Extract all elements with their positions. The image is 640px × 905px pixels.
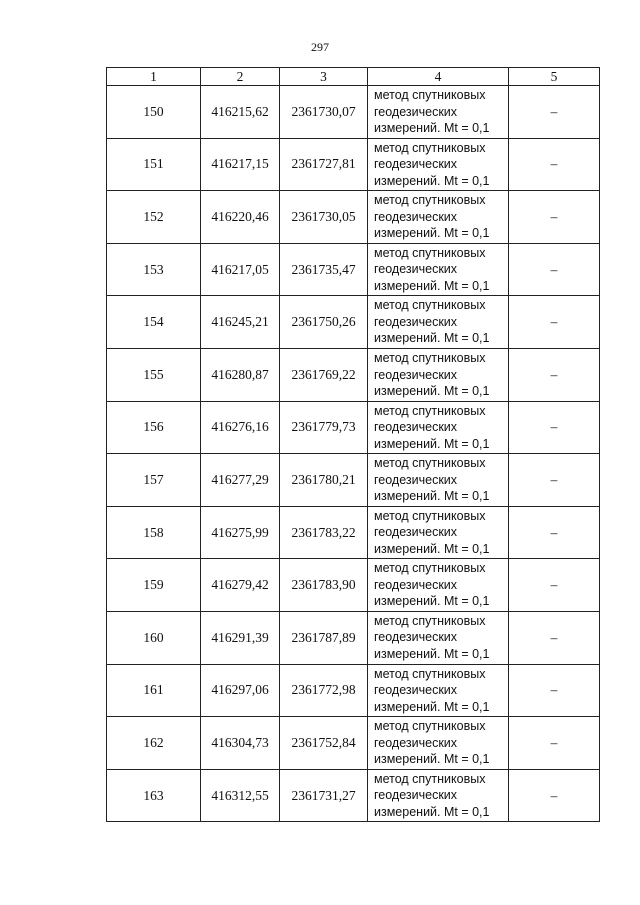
method-text-line: метод спутниковых	[374, 508, 486, 523]
table-header-row	[107, 68, 600, 86]
y-coordinate-cell: 2361731,27	[280, 769, 368, 822]
x-coordinate-cell: 416279,42	[201, 559, 280, 612]
y-coordinate-cell: 2361783,22	[280, 506, 368, 559]
method-text-line: измерений. Mt = 0,1	[374, 121, 490, 136]
method-text-line: метод спутниковых	[374, 771, 486, 786]
method-cell	[368, 138, 509, 191]
method-text-line: метод спутниковых	[374, 403, 486, 418]
method-cell	[368, 296, 509, 349]
point-number-cell: 158	[107, 506, 201, 559]
method-text-line: измерений. Mt = 0,1	[374, 594, 490, 609]
method-cell	[368, 401, 509, 454]
method-text-line: метод спутниковых	[374, 88, 486, 103]
method-text-line: измерений. Mt = 0,1	[374, 173, 490, 188]
note-cell: –	[509, 401, 600, 454]
point-number-cell: 159	[107, 559, 201, 612]
method-text-line: геодезических	[374, 683, 458, 698]
method-text-line: геодезических	[374, 630, 458, 645]
method-cell	[368, 191, 509, 244]
method-cell	[368, 454, 509, 507]
table-row	[107, 611, 600, 664]
method-text-line: геодезических	[374, 577, 458, 592]
x-coordinate-cell: 416304,73	[201, 717, 280, 770]
method-cell	[368, 611, 509, 664]
table-row	[107, 717, 600, 770]
method-text-line: измерений. Mt = 0,1	[374, 331, 490, 346]
y-coordinate-cell: 2361787,89	[280, 611, 368, 664]
table-row	[107, 86, 600, 139]
method-text-line: геодезических	[374, 472, 458, 487]
point-number-cell: 161	[107, 664, 201, 717]
point-number-cell: 163	[107, 769, 201, 822]
method-text-line: метод спутниковых	[374, 193, 486, 208]
method-text-line: метод спутниковых	[374, 140, 486, 155]
method-text-line: метод спутниковых	[374, 245, 486, 260]
note-cell: –	[509, 454, 600, 507]
note-cell: –	[509, 296, 600, 349]
method-text-line: геодезических	[374, 209, 458, 224]
method-text-line: геодезических	[374, 788, 458, 803]
x-coordinate-cell: 416277,29	[201, 454, 280, 507]
coordinates-table	[106, 67, 600, 822]
method-text-line: измерений. Mt = 0,1	[374, 699, 490, 714]
note-cell: –	[509, 506, 600, 559]
x-coordinate-cell: 416276,16	[201, 401, 280, 454]
note-cell: –	[509, 559, 600, 612]
method-text-line: геодезических	[374, 367, 458, 382]
point-number-cell: 160	[107, 611, 201, 664]
method-text-line: метод спутниковых	[374, 561, 486, 576]
table-row	[107, 769, 600, 822]
note-cell: –	[509, 664, 600, 717]
method-text-line: метод спутниковых	[374, 351, 486, 366]
method-text-line: измерений. Mt = 0,1	[374, 384, 490, 399]
method-text-line: метод спутниковых	[374, 456, 486, 471]
method-text-line: измерений. Mt = 0,1	[374, 541, 490, 556]
method-text-line: геодезических	[374, 314, 458, 329]
page-number: 297	[311, 40, 329, 54]
method-cell	[368, 243, 509, 296]
method-cell	[368, 664, 509, 717]
x-coordinate-cell: 416245,21	[201, 296, 280, 349]
x-coordinate-cell: 416217,05	[201, 243, 280, 296]
y-coordinate-cell: 2361730,07	[280, 86, 368, 139]
method-text-line: геодезических	[374, 420, 458, 435]
method-text-line: измерений. Mt = 0,1	[374, 226, 490, 241]
method-text-line: измерений. Mt = 0,1	[374, 752, 490, 767]
method-cell	[368, 559, 509, 612]
note-cell: –	[509, 769, 600, 822]
method-text-line: измерений. Mt = 0,1	[374, 278, 490, 293]
y-coordinate-cell: 2361750,26	[280, 296, 368, 349]
method-text-line: измерений. Mt = 0,1	[374, 646, 490, 661]
x-coordinate-cell: 416275,99	[201, 506, 280, 559]
method-text-line: метод спутниковых	[374, 666, 486, 681]
point-number-cell: 150	[107, 86, 201, 139]
note-cell: –	[509, 243, 600, 296]
y-coordinate-cell: 2361783,90	[280, 559, 368, 612]
table-row	[107, 506, 600, 559]
note-cell: –	[509, 717, 600, 770]
y-coordinate-cell: 2361735,47	[280, 243, 368, 296]
point-number-cell: 156	[107, 401, 201, 454]
note-cell: –	[509, 191, 600, 244]
note-cell: –	[509, 86, 600, 139]
x-coordinate-cell: 416312,55	[201, 769, 280, 822]
point-number-cell: 152	[107, 191, 201, 244]
x-coordinate-cell: 416220,46	[201, 191, 280, 244]
method-text-line: измерений. Mt = 0,1	[374, 489, 490, 504]
y-coordinate-cell: 2361779,73	[280, 401, 368, 454]
column-header: 3	[280, 68, 368, 86]
method-text-line: геодезических	[374, 525, 458, 540]
table-row	[107, 191, 600, 244]
table-row	[107, 138, 600, 191]
point-number-cell: 155	[107, 348, 201, 401]
method-cell	[368, 506, 509, 559]
point-number-cell: 151	[107, 138, 201, 191]
y-coordinate-cell: 2361780,21	[280, 454, 368, 507]
y-coordinate-cell: 2361730,05	[280, 191, 368, 244]
method-text-line: измерений. Mt = 0,1	[374, 436, 490, 451]
point-number-cell: 153	[107, 243, 201, 296]
table-row	[107, 348, 600, 401]
note-cell: –	[509, 348, 600, 401]
column-header: 5	[509, 68, 600, 86]
method-cell	[368, 769, 509, 822]
method-text-line: метод спутниковых	[374, 613, 486, 628]
column-header: 1	[107, 68, 201, 86]
method-cell	[368, 717, 509, 770]
method-text-line: геодезических	[374, 735, 458, 750]
x-coordinate-cell: 416280,87	[201, 348, 280, 401]
point-number-cell: 162	[107, 717, 201, 770]
method-cell	[368, 348, 509, 401]
y-coordinate-cell: 2361769,22	[280, 348, 368, 401]
column-header: 4	[368, 68, 509, 86]
note-cell: –	[509, 611, 600, 664]
y-coordinate-cell: 2361752,84	[280, 717, 368, 770]
method-text-line: метод спутниковых	[374, 719, 486, 734]
table-row	[107, 243, 600, 296]
method-text-line: измерений. Mt = 0,1	[374, 804, 490, 819]
y-coordinate-cell: 2361772,98	[280, 664, 368, 717]
table-row	[107, 664, 600, 717]
x-coordinate-cell: 416217,15	[201, 138, 280, 191]
point-number-cell: 157	[107, 454, 201, 507]
table-row	[107, 559, 600, 612]
table-row	[107, 401, 600, 454]
table-row	[107, 454, 600, 507]
point-number-cell: 154	[107, 296, 201, 349]
method-text-line: геодезических	[374, 262, 458, 277]
y-coordinate-cell: 2361727,81	[280, 138, 368, 191]
method-cell	[368, 86, 509, 139]
table-row	[107, 296, 600, 349]
note-cell: –	[509, 138, 600, 191]
method-text-line: метод спутниковых	[374, 298, 486, 313]
x-coordinate-cell: 416215,62	[201, 86, 280, 139]
method-text-line: геодезических	[374, 157, 458, 172]
x-coordinate-cell: 416291,39	[201, 611, 280, 664]
column-header: 2	[201, 68, 280, 86]
method-text-line: геодезических	[374, 104, 458, 119]
x-coordinate-cell: 416297,06	[201, 664, 280, 717]
